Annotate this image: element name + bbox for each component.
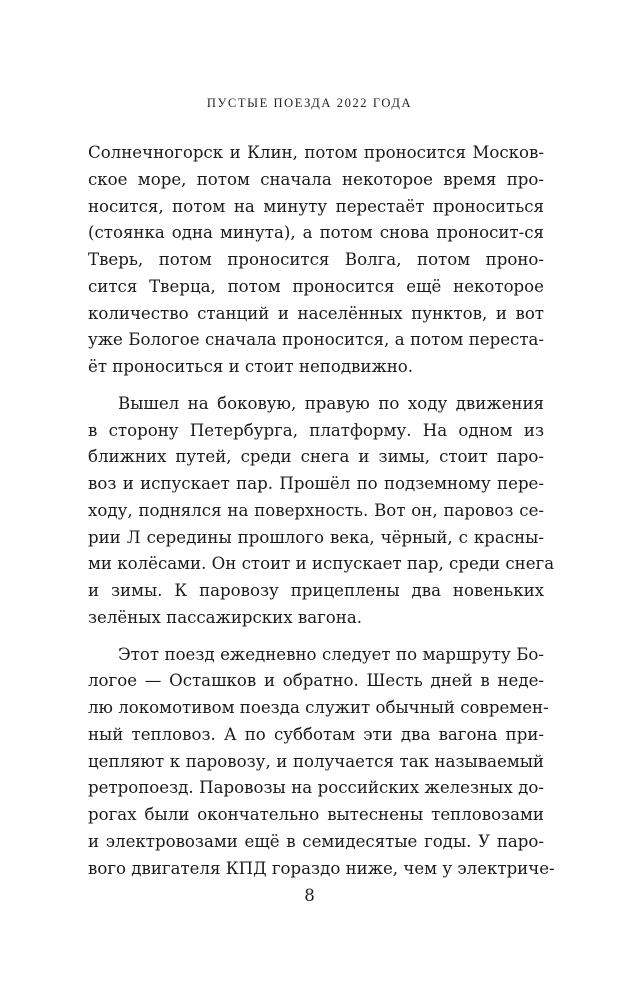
text-line: ми колёсами. Он стоит и испускает пар, среди снега [88, 554, 555, 574]
text-line: вого двигателя КПД гораздо ниже, чем у электриче- [88, 858, 555, 878]
text-line: ный тепловоз. А по субботам эти два вагона при- [88, 724, 544, 744]
paragraph [88, 642, 555, 883]
text-line: Этот поезд ежедневно следует по маршруту Бо- [118, 644, 544, 664]
text-line: воз и испускает пар. Прошёл по подземному пере- [88, 474, 544, 493]
text-line: Тверь, потом проносится Волга, потом проно- [88, 250, 544, 269]
text-line: ёт проноситься и стоит неподвижно. [88, 357, 414, 376]
paragraph [88, 140, 544, 381]
text-line: цепляют к паровозу, и получается так называемый [88, 751, 544, 771]
text-line: уже Бологое сначала проносится, а потом переста- [88, 330, 544, 350]
text-line: зелёных пассажирских вагона. [88, 607, 363, 627]
paragraph [88, 391, 555, 632]
text-line: количество станций и населённых пунктов, и вот [88, 303, 544, 323]
body-text [88, 140, 555, 882]
text-line: ретропоезд. Паровозы на российских железных до- [88, 778, 544, 798]
text-line: логое — Осташков и обратно. Шесть дней в неде- [88, 671, 544, 691]
text-line: ское море, потом сначала некоторое время про- [88, 169, 544, 189]
page-number: 8 [304, 886, 315, 905]
text-line: лю локомотивом поезда служит обычный современ- [88, 698, 549, 717]
text-line: сится Тверца, потом проносится ещё некоторое [88, 276, 544, 296]
text-line: рогах были окончательно вытеснены тепловозами [88, 805, 544, 824]
text-line: и электровозами ещё в семидесятые годы. У паро- [88, 831, 544, 851]
text-line: ходу, поднялся на поверхность. Вот он, паровоз се- [88, 500, 544, 520]
running-head: ПУСТЫЕ ПОЕЗДА 2022 ГОДА [206, 96, 413, 110]
text-line: Солнечногорск и Клин, потом проносится Москов- [88, 143, 544, 162]
text-line: Вышел на боковую, правую по ходу движения [118, 393, 544, 413]
text-line: ближних путей, среди снега и зимы, стоит паро- [88, 447, 544, 467]
text-line: рии Л середины прошлого века, чёрный, с красны- [88, 527, 544, 547]
text-line: носится, потом на минуту перестаёт проноситься [88, 196, 544, 216]
text-line: и зимы. К паровозу прицеплены два новеньких [88, 581, 544, 600]
text-line: в сторону Петербурга, платформу. На одном из [88, 420, 544, 440]
text-line: (стоянка одна минута), а потом снова проносит-ся [88, 223, 544, 243]
